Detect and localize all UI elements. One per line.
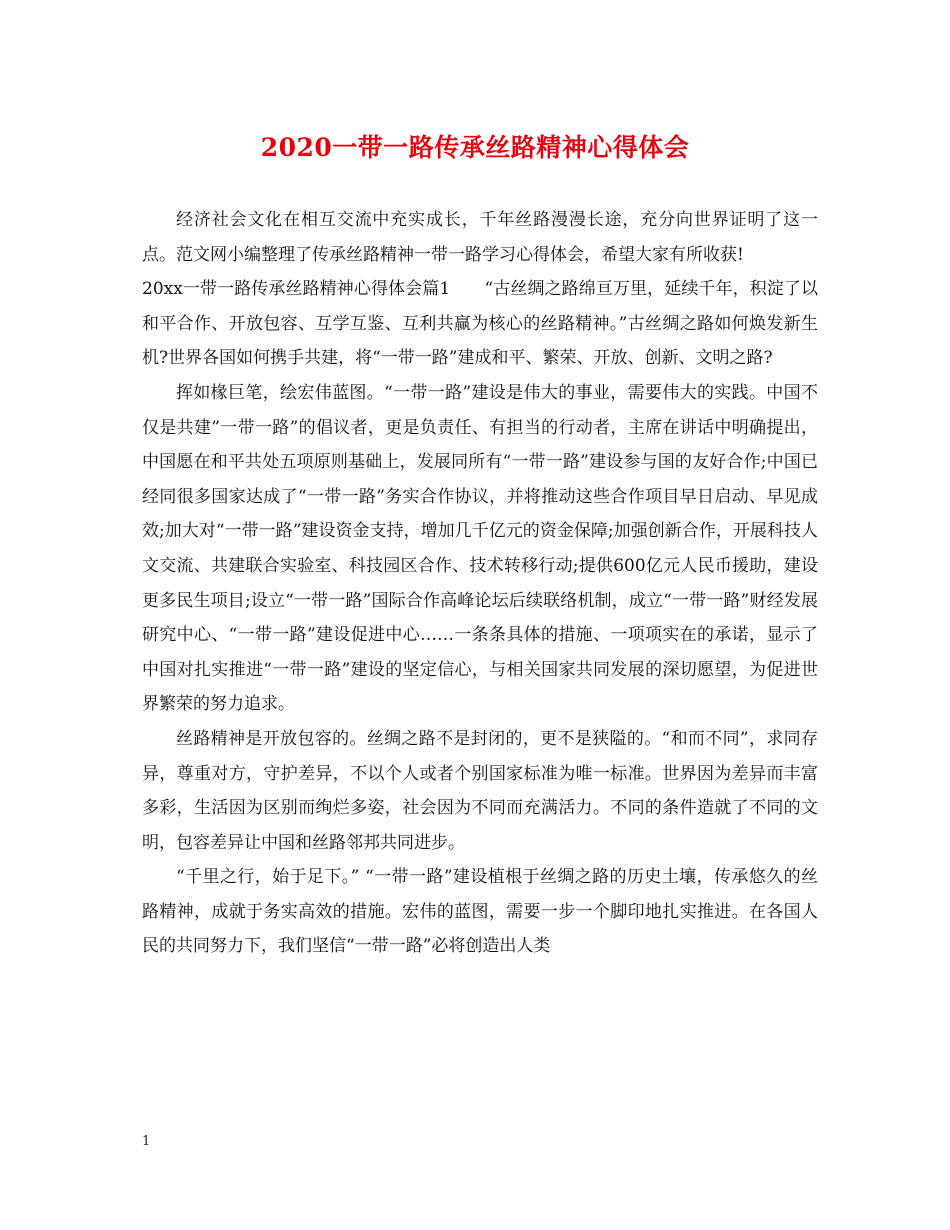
paragraph-intro: 经济社会文化在相互交流中充实成长，千年丝路漫漫长途，充分向世界证明了这一点。范文网小编整理了传承丝路精神一带一路学习心得体会，希望大家有所收获! (142, 210, 818, 265)
paragraph-openness: 丝路精神是开放包容的。丝绸之路不是封闭的，更不是狭隘的。“和而不同”，求同存异，尊重对方，守护差异，不以个人或者个别国家标准为唯一标准。世界因为差异而丰富多彩，生活因为区别而绚烂多姿，社会因为不同而充满活力。不同的条件造就了不同的文明，包容差异让中国和丝路邻邦共同进步。 (142, 728, 818, 853)
paragraph-section-heading: 20xx一带一路传承丝路精神心得体会篇1 “古丝绸之路绵亘万里，延续千年，积淀了以和平合作、开放包容、互学互鉴、互利共赢为核心的丝路精神。”古丝绸之路如何焕发新生机?世界各国如何携手共建，将“一带一路”建成和平、繁荣、开放、创新、文明之路? (142, 279, 818, 369)
page-number: 1 (142, 1134, 151, 1149)
paragraph-journey: “千里之行，始于足下。” “一带一路”建设植根于丝绸之路的历史土壤，传承悠久的丝路精神，成就于务实高效的措施。宏伟的蓝图，需要一步一个脚印地扎实推进。在各国人民的共同努力下，我们坚信“一带一路”必将创造出人类 (142, 867, 818, 957)
page-title: 2020一带一路传承丝路精神心得体会 (260, 133, 690, 162)
document-body (142, 203, 818, 964)
paragraph-blueprint: 挥如椽巨笔，绘宏伟蓝图。“一带一路”建设是伟大的事业，需要伟大的实践。中国不仅是共建”一带一路”的倡议者，更是负责任、有担当的行动者，主席在讲话中明确提出，中国愿在和平共处五项原则基础上，发展同所有“一带一路”建设参与国的友好合作;中国已经同很多国家达成了“一带一路”务实合作协议，并将推动这些合作项目早日启动、早见成效;加大对“一带一路”建设资金支持，增加几千亿元的资金保障;加强创新合作，开展科技人文交流、共建联合实验室、科技园区合作、技术转移行动;提供600亿元人民币援助，建设更多民生项目;设立“一带一路”国际合作高峰论坛后续联络机制，成立“一带一路”财经发展研究中心、“一带一路”建设促进中心……一条条具体的措施、一项项实在的承诺，显示了中国对扎实推进“一带一路”建设的坚定信心，与相关国家共同发展的深切愿望，为促进世界繁荣的努力追求。 (142, 382, 818, 715)
